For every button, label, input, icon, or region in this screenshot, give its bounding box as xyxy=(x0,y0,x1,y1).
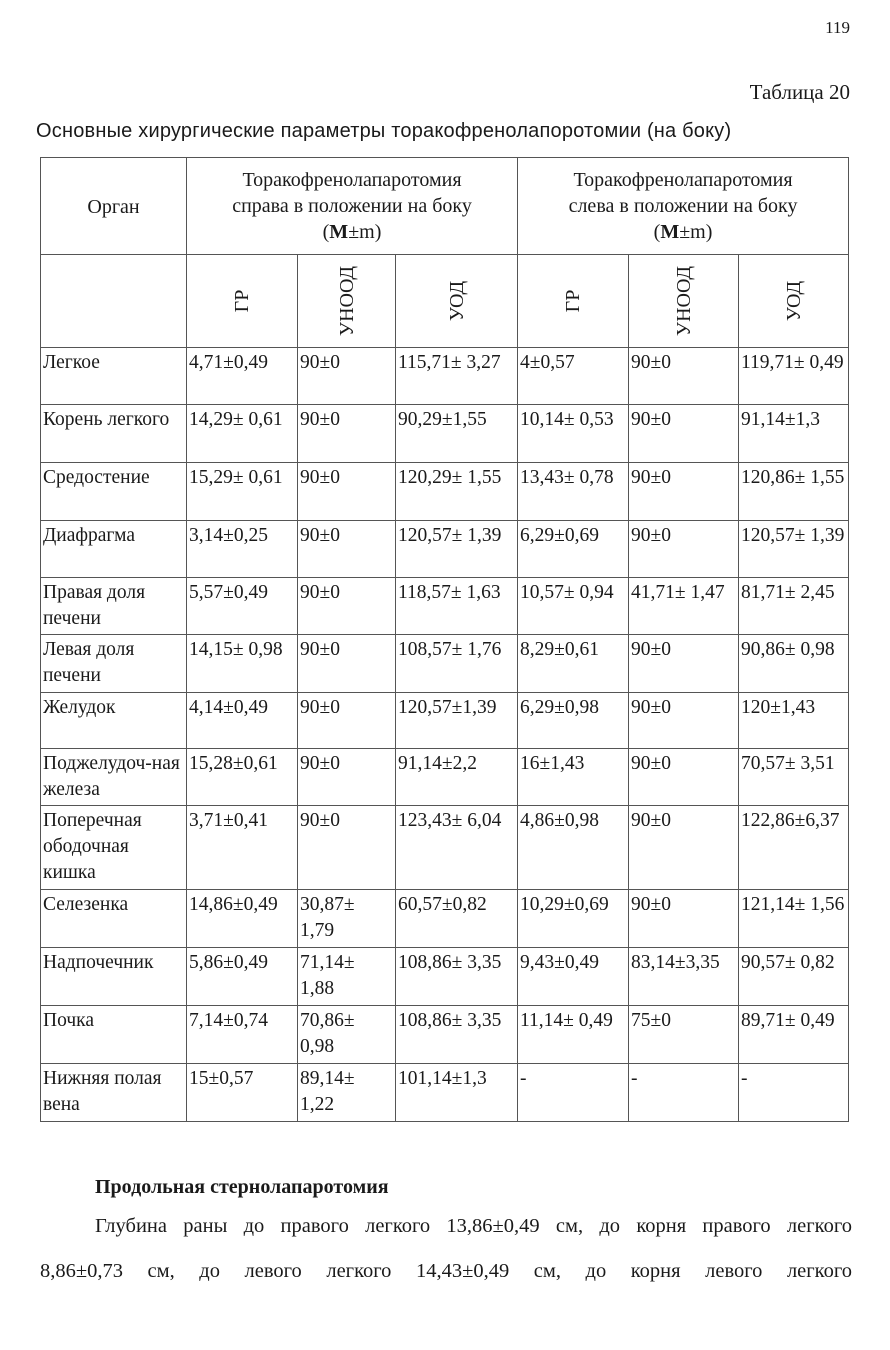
value-cell: 89,71± 0,49 xyxy=(739,1006,849,1064)
value-cell: 118,57± 1,63 xyxy=(396,578,518,635)
value-cell: 120,57±1,39 xyxy=(396,693,518,749)
value-cell: 90±0 xyxy=(629,405,739,463)
value-cell: 89,14± 1,22 xyxy=(298,1064,396,1122)
value-cell: 71,14± 1,88 xyxy=(298,948,396,1006)
value-cell: 120,29± 1,55 xyxy=(396,463,518,521)
value-cell: 90±0 xyxy=(298,693,396,749)
subheader-cell: ГР xyxy=(518,255,629,348)
value-cell: 60,57±0,82 xyxy=(396,890,518,948)
subheader-cell: УНООД xyxy=(298,255,396,348)
group-header-line: справа в положении на боку xyxy=(232,195,472,217)
value-cell: 90±0 xyxy=(629,806,739,890)
value-cell: 90±0 xyxy=(298,635,396,693)
value-cell: 108,86± 3,35 xyxy=(396,1006,518,1064)
value-cell: 90±0 xyxy=(629,890,739,948)
value-cell: 41,71± 1,47 xyxy=(629,578,739,635)
value-cell: 108,57± 1,76 xyxy=(396,635,518,693)
value-cell: 120,57± 1,39 xyxy=(739,521,849,578)
value-cell: 120,86± 1,55 xyxy=(739,463,849,521)
group-header-line: (М±m) xyxy=(653,221,713,243)
right-side-group-header xyxy=(187,158,518,255)
group-header-line: Торакофренолапаротомия xyxy=(573,169,793,191)
value-cell: 4,86±0,98 xyxy=(518,806,629,890)
section-heading: Продольная стернолапаротомия xyxy=(95,1176,389,1198)
value-cell: 14,29± 0,61 xyxy=(187,405,298,463)
value-cell: 120,57± 1,39 xyxy=(396,521,518,578)
value-cell: 16±1,43 xyxy=(518,749,629,806)
subheader-cell: ГР xyxy=(187,255,298,348)
organ-cell: Диафрагма xyxy=(41,521,187,578)
value-cell: 91,14±2,2 xyxy=(396,749,518,806)
value-cell: 5,86±0,49 xyxy=(187,948,298,1006)
value-cell: 90±0 xyxy=(629,348,739,405)
organ-cell: Поперечная ободочная кишка xyxy=(41,806,187,890)
table-row xyxy=(41,948,849,1006)
value-cell: 90±0 xyxy=(298,463,396,521)
subheader-cell: УОД xyxy=(396,255,518,348)
value-cell: 121,14± 1,56 xyxy=(739,890,849,948)
table-row xyxy=(41,693,849,749)
header-row-groups xyxy=(41,158,849,255)
organ-cell: Правая доля печени xyxy=(41,578,187,635)
value-cell: 4,14±0,49 xyxy=(187,693,298,749)
value-cell: 90±0 xyxy=(298,521,396,578)
group-header-line: (М±m) xyxy=(322,221,382,243)
subheader-cell: УНООД xyxy=(629,255,739,348)
value-cell: 122,86±6,37 xyxy=(739,806,849,890)
organ-cell: Средостение xyxy=(41,463,187,521)
value-cell: 120±1,43 xyxy=(739,693,849,749)
surgical-parameters-table xyxy=(40,157,849,1122)
value-cell: 108,86± 3,35 xyxy=(396,948,518,1006)
table-row xyxy=(41,348,849,405)
value-cell: - xyxy=(739,1064,849,1122)
value-cell: 90±0 xyxy=(298,405,396,463)
value-cell: 90±0 xyxy=(629,693,739,749)
value-cell: 14,86±0,49 xyxy=(187,890,298,948)
value-cell: 119,71± 0,49 xyxy=(739,348,849,405)
value-cell: 15,29± 0,61 xyxy=(187,463,298,521)
value-cell: 9,43±0,49 xyxy=(518,948,629,1006)
value-cell: 10,29±0,69 xyxy=(518,890,629,948)
value-cell: 115,71± 3,27 xyxy=(396,348,518,405)
value-cell: 13,43± 0,78 xyxy=(518,463,629,521)
table-row xyxy=(41,806,849,890)
value-cell: 11,14± 0,49 xyxy=(518,1006,629,1064)
value-cell: 10,14± 0,53 xyxy=(518,405,629,463)
value-cell: 90±0 xyxy=(629,749,739,806)
value-cell: 14,15± 0,98 xyxy=(187,635,298,693)
value-cell: 7,14±0,74 xyxy=(187,1006,298,1064)
table-row xyxy=(41,749,849,806)
value-cell: 91,14±1,3 xyxy=(739,405,849,463)
value-cell: 83,14±3,35 xyxy=(629,948,739,1006)
value-cell: 90±0 xyxy=(629,463,739,521)
value-cell: 5,57±0,49 xyxy=(187,578,298,635)
value-cell: 123,43± 6,04 xyxy=(396,806,518,890)
empty-header-cell xyxy=(41,255,187,348)
left-side-group-header xyxy=(518,158,849,255)
page-number: 119 xyxy=(825,18,850,37)
value-cell: 75±0 xyxy=(629,1006,739,1064)
value-cell: 15,28±0,61 xyxy=(187,749,298,806)
table-row xyxy=(41,1064,849,1122)
table-row xyxy=(41,890,849,948)
value-cell: 101,14±1,3 xyxy=(396,1064,518,1122)
value-cell: 3,71±0,41 xyxy=(187,806,298,890)
organ-cell: Левая доля печени xyxy=(41,635,187,693)
value-cell: - xyxy=(629,1064,739,1122)
value-cell: 90,29±1,55 xyxy=(396,405,518,463)
organ-cell: Надпочечник xyxy=(41,948,187,1006)
organ-cell: Селезенка xyxy=(41,890,187,948)
value-cell: 6,29±0,69 xyxy=(518,521,629,578)
organ-cell: Поджелудоч-ная железа xyxy=(41,749,187,806)
value-cell: 90±0 xyxy=(629,635,739,693)
table-row xyxy=(41,1006,849,1064)
value-cell: 70,57± 3,51 xyxy=(739,749,849,806)
value-cell: 10,57± 0,94 xyxy=(518,578,629,635)
table-row xyxy=(41,521,849,578)
table-row xyxy=(41,635,849,693)
organ-cell: Почка xyxy=(41,1006,187,1064)
table-title: Основные хирургические параметры торакофренолапоротомии (на боку) xyxy=(36,120,732,142)
organ-cell: Желудок xyxy=(41,693,187,749)
value-cell: 8,29±0,61 xyxy=(518,635,629,693)
header-row-subcolumns xyxy=(41,255,849,348)
value-cell: 4±0,57 xyxy=(518,348,629,405)
value-cell: 90,57± 0,82 xyxy=(739,948,849,1006)
table-caption: Таблица 20 xyxy=(749,80,850,104)
value-cell: 90,86± 0,98 xyxy=(739,635,849,693)
value-cell: 90±0 xyxy=(298,806,396,890)
table-row xyxy=(41,463,849,521)
paragraph-line: 8,86±0,73 см, до левого легкого 14,43±0,49 см, до корня левого легкого xyxy=(40,1260,852,1282)
value-cell: 81,71± 2,45 xyxy=(739,578,849,635)
value-cell: 90±0 xyxy=(629,521,739,578)
value-cell: 90±0 xyxy=(298,578,396,635)
organ-cell: Легкое xyxy=(41,348,187,405)
value-cell: 70,86± 0,98 xyxy=(298,1006,396,1064)
value-cell: 4,71±0,49 xyxy=(187,348,298,405)
value-cell: 3,14±0,25 xyxy=(187,521,298,578)
group-header-line: слева в положении на боку xyxy=(568,195,798,217)
value-cell: 15±0,57 xyxy=(187,1064,298,1122)
paragraph-line: Глубина раны до правого легкого 13,86±0,49 см, до корня правого легкого xyxy=(95,1215,852,1237)
organ-column-header: Орган xyxy=(41,158,187,255)
value-cell: 90±0 xyxy=(298,348,396,405)
value-cell: 6,29±0,98 xyxy=(518,693,629,749)
value-cell: 90±0 xyxy=(298,749,396,806)
value-cell: 30,87± 1,79 xyxy=(298,890,396,948)
table-row xyxy=(41,578,849,635)
group-header-line: Торакофренолапаротомия xyxy=(242,169,462,191)
value-cell: - xyxy=(518,1064,629,1122)
organ-cell: Нижняя полая вена xyxy=(41,1064,187,1122)
table-row xyxy=(41,405,849,463)
subheader-cell: УОД xyxy=(739,255,849,348)
organ-cell: Корень легкого xyxy=(41,405,187,463)
